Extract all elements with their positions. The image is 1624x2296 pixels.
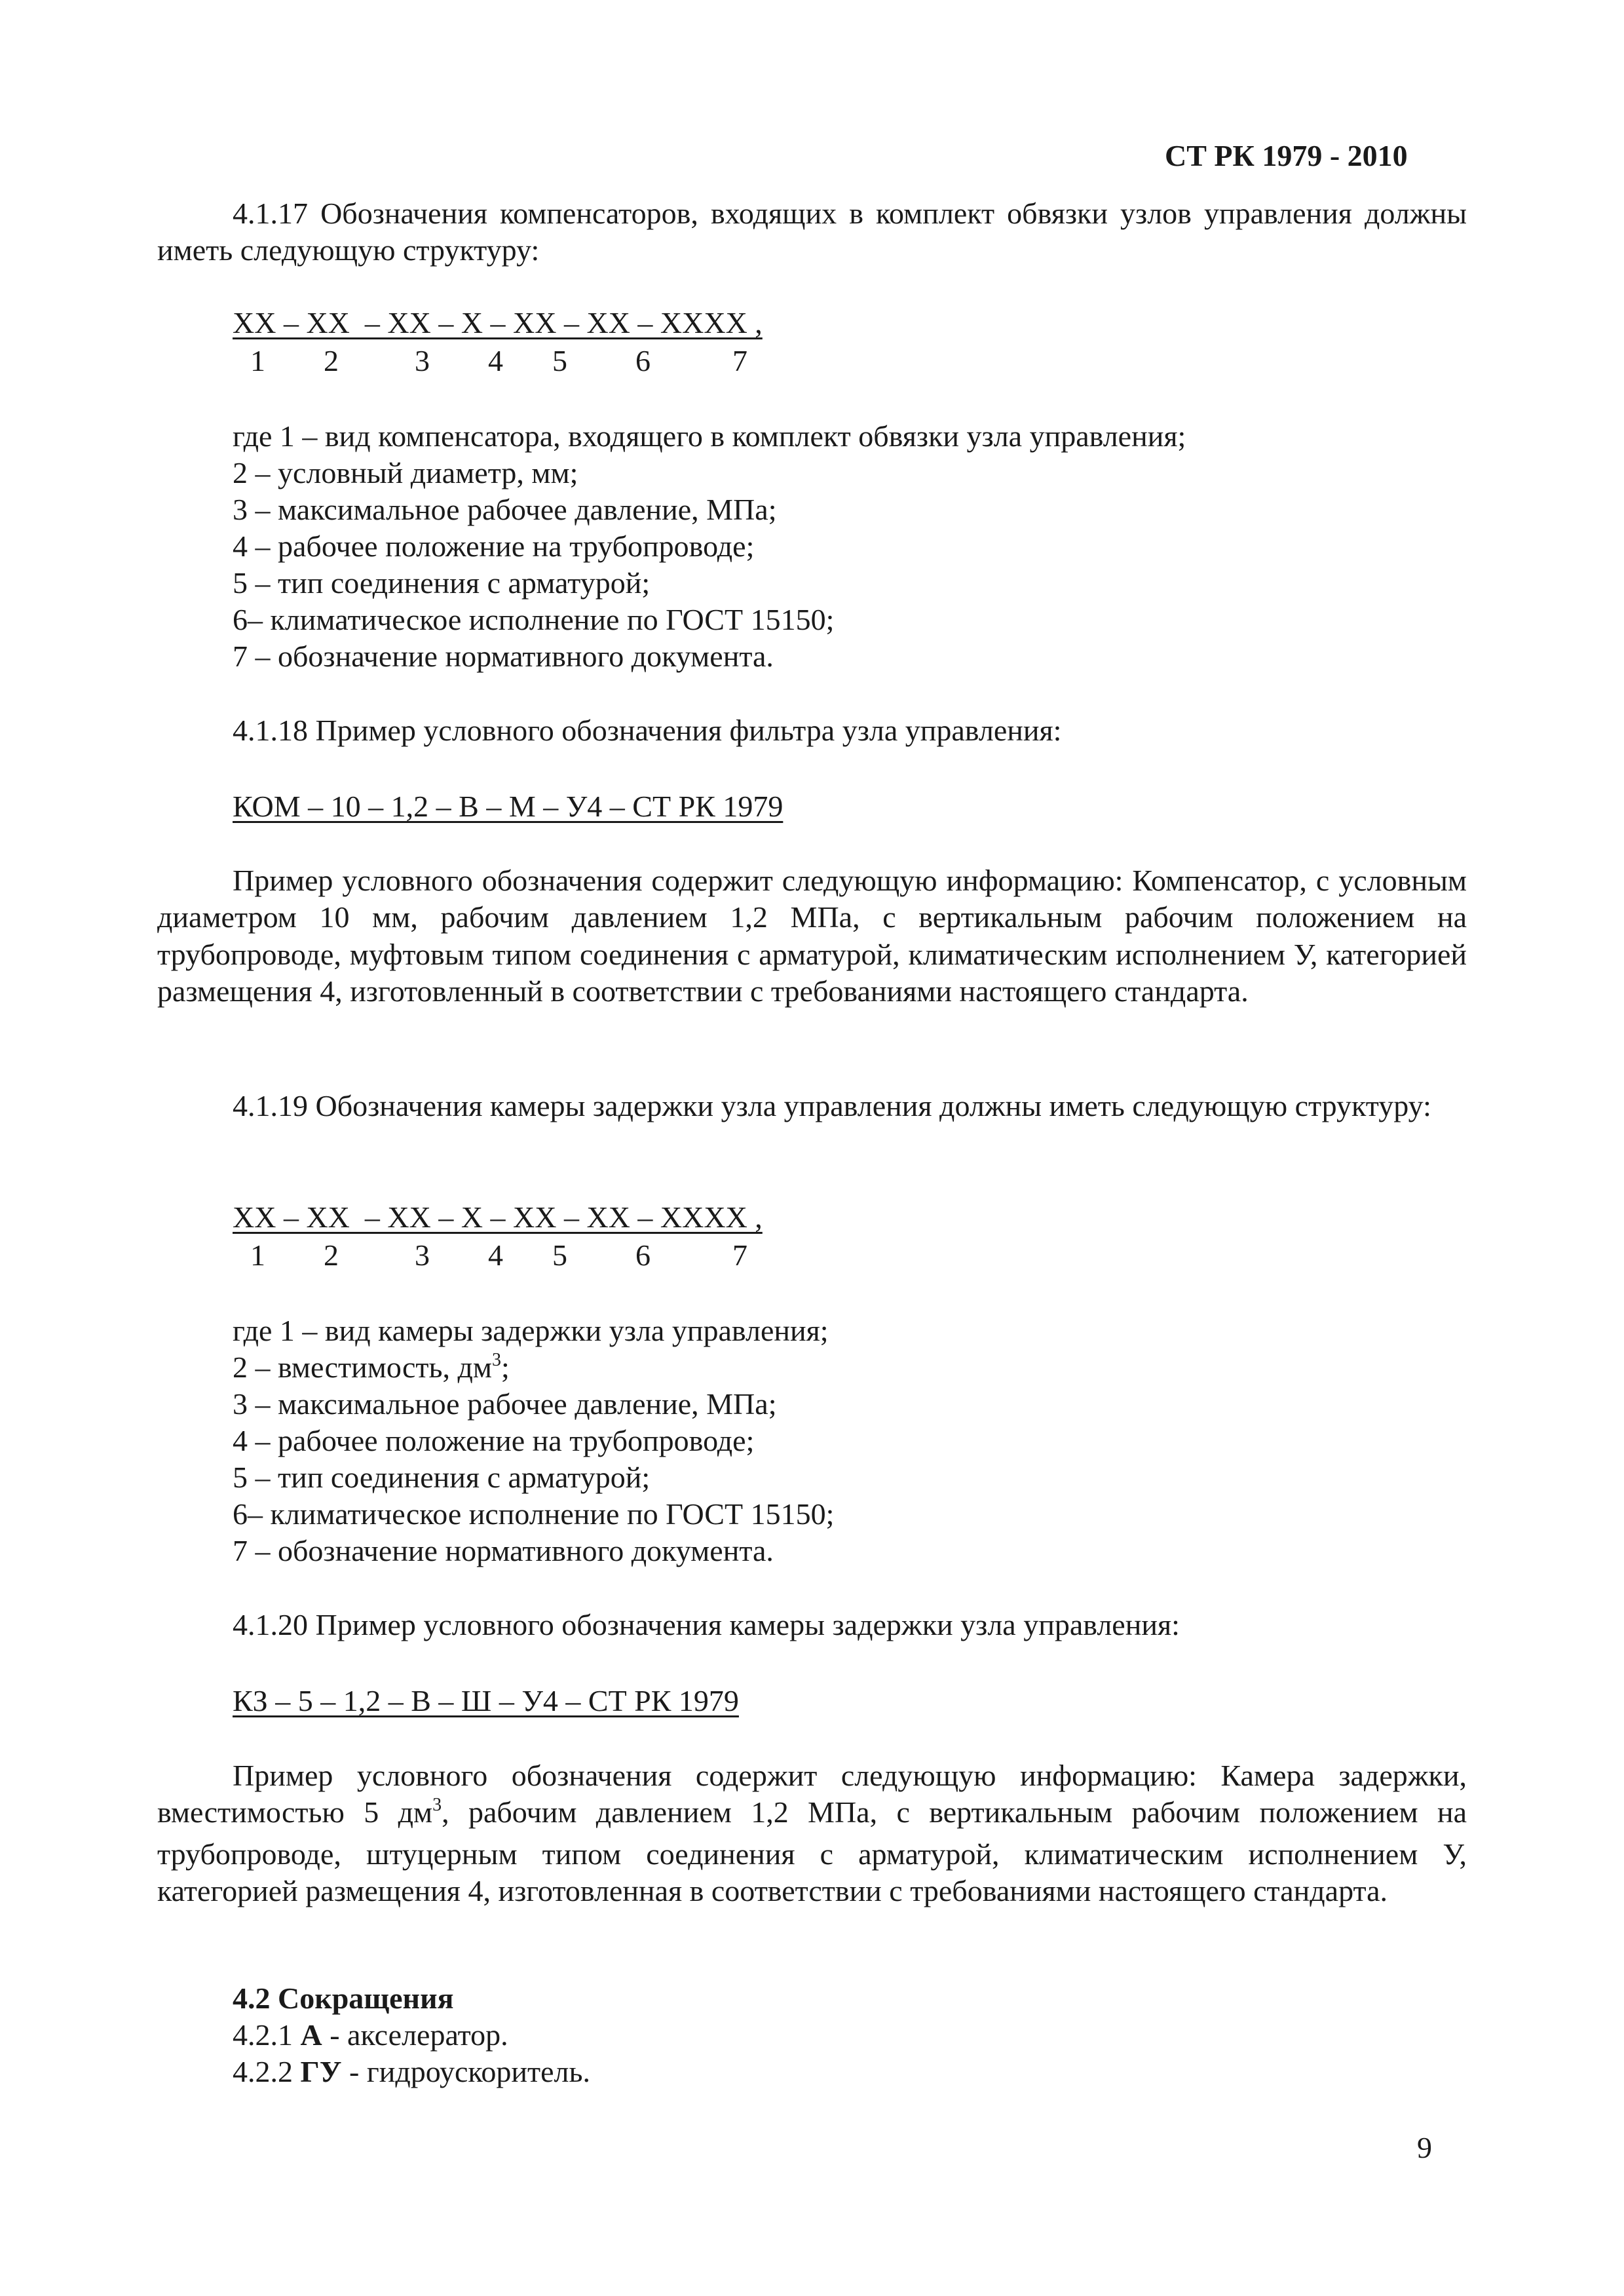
section-4-1-20-intro: 4.1.20 Пример условного обозначения камеры задержки узла управления: [233,1608,1180,1641]
abbreviation-number: 4.2.1 [233,2018,301,2052]
superscript: 3 [492,1350,502,1370]
structure-index: 2 [324,1238,339,1272]
superscript: 3 [432,1795,442,1816]
structure-indices-compensator [0,343,786,379]
structure-index: 4 [488,1238,503,1272]
abbreviation-definition: - акселератор. [322,2018,508,2052]
example-explanation-compensator: Пример условного обозначения содержит следующую информацию: Компенсатор, с условным диаметром 10 мм, рабочим давлением 1,2 МПа, с вертикальным рабочим положением на трубопроводе, муфтовым типом соединения с арматурой, климатическим исполнением У, категорией размещения 4, изготовленный в соответствии с требованиями настоящего стандарта. [157,864,1467,1008]
section-4-1-17-intro: 4.1.17 Обозначения компенсаторов, входящих в комплект обвязки узлов управления должны иметь следующую структуру: [157,197,1467,267]
structure-index: 2 [324,344,339,377]
abbreviation-number: 4.2.2 [233,2055,301,2088]
abbreviation-item [233,2017,508,2054]
structure-index: 6 [635,1238,651,1272]
structure-index: 4 [488,344,503,377]
structure-index: 1 [250,344,265,377]
section-4-1-18-intro: 4.1.18 Пример условного обозначения фильтра узла управления: [233,714,1062,747]
structure-indices-delay-chamber [0,1237,786,1274]
legend-item: 7 – обозначение нормативного документа. [233,640,774,673]
example-designation-compensator: КОМ – 10 – 1,2 – В – М – У4 – СТ РК 1979 [233,790,784,823]
legend-item: где 1 – вид камеры задержки узла управления; [233,1314,829,1347]
structure-index: 7 [732,1238,747,1272]
explanation-text: Пример условного обозначения содержит следующую информацию: Камера задержки, вместимостью 5 дм [157,1759,1467,1829]
legend-item: 3 – максимальное рабочее давление, МПа; [233,1387,777,1421]
legend-item: 6– климатическое исполнение по ГОСТ 15150; [233,603,835,636]
structure-index: 1 [250,1238,265,1272]
abbreviation-term: А [300,2018,322,2052]
legend-item: 3 – максимальное рабочее давление, МПа; [233,493,777,526]
legend-text: ; [501,1350,510,1384]
abbreviation-definition: - гидроускоритель. [341,2055,590,2088]
example-explanation-delay-chamber [157,1757,1467,1910]
legend-item: 5 – тип соединения с арматурой; [233,566,651,600]
explanation-text: , рабочим давлением 1,2 МПа, с вертикальным рабочим положением на трубопроводе, штуцерным типом соединения с арматурой, климатическим исполнением У, категорией размещения 4, изготовленная в соответствии с требованиями настоящего стандарта. [157,1795,1467,1908]
abbreviation-term: ГУ [300,2055,342,2088]
structure-index: 7 [732,344,747,377]
document-code: СТ РК 1979 - 2010 [1165,139,1408,172]
legend-item: 4 – рабочее положение на трубопроводе; [233,1424,755,1457]
legend-item [233,1349,510,1390]
legend-item: 5 – тип соединения с арматурой; [233,1461,651,1494]
legend-item: где 1 – вид компенсатора, входящего в комплект обвязки узла управления; [233,419,1186,453]
section-4-1-19-intro: 4.1.19 Обозначения камеры задержки узла управления должны иметь следующую структуру: [233,1089,1431,1122]
structure-index: 3 [415,344,430,377]
designation-structure-compensator: XX – XX – XX – X – XX – XX – XXXX , [233,306,763,339]
structure-index: 5 [552,1238,567,1272]
abbreviation-item [233,2054,590,2090]
designation-structure-delay-chamber: XX – XX – XX – X – XX – XX – XXXX , [233,1200,763,1234]
structure-index: 3 [415,1238,430,1272]
legend-item: 7 – обозначение нормативного документа. [233,1534,774,1567]
structure-index: 5 [552,344,567,377]
legend-item: 6– климатическое исполнение по ГОСТ 15150; [233,1497,835,1531]
structure-index: 6 [635,344,651,377]
legend-item: 2 – условный диаметр, мм; [233,456,578,489]
legend-item: 4 – рабочее положение на трубопроводе; [233,529,755,563]
example-designation-delay-chamber: КЗ – 5 – 1,2 – В – Ш – У4 – СТ РК 1979 [233,1684,739,1717]
page-number: 9 [1417,2131,1432,2164]
section-4-2-heading: 4.2 Сокращения [233,1981,454,2015]
legend-text: 2 – вместимость, дм [233,1350,493,1384]
